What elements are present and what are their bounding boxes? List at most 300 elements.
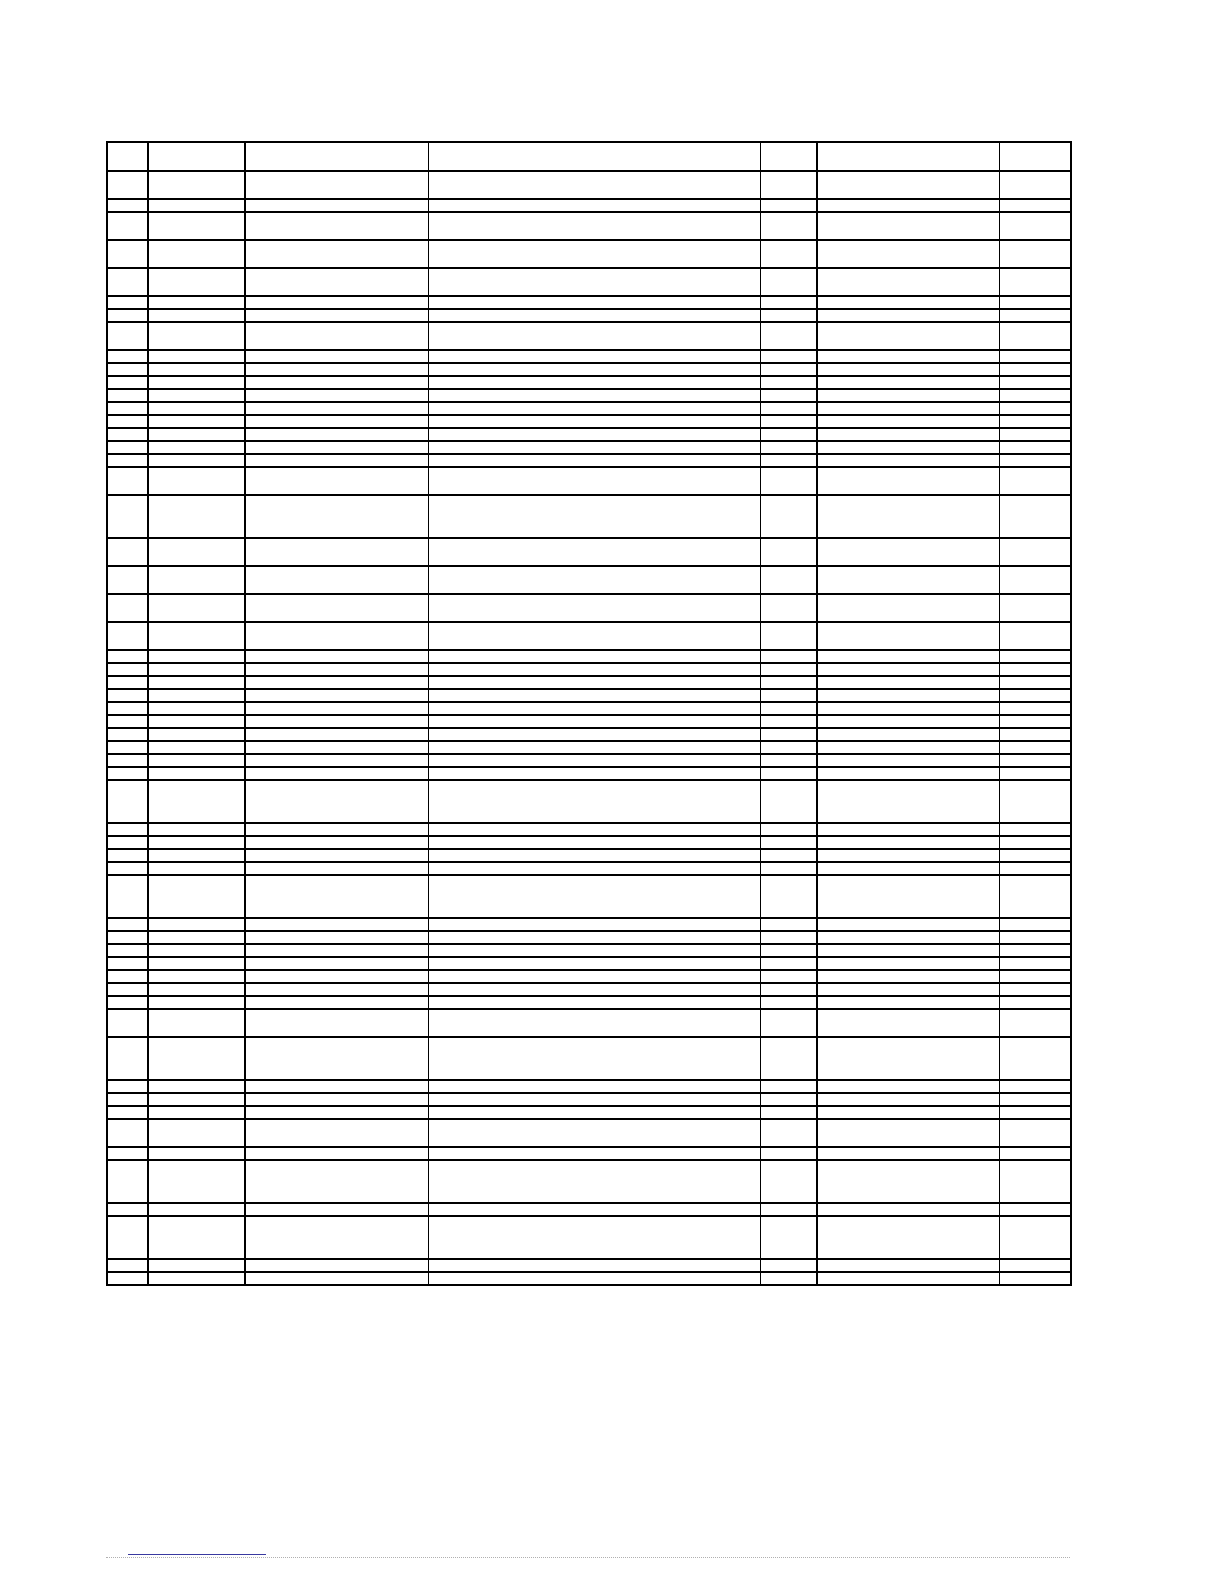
table-cell (817, 1259, 999, 1272)
table-cell (148, 441, 245, 454)
table-cell (148, 199, 245, 212)
table-cell (760, 741, 817, 754)
table-cell (817, 268, 999, 296)
table-cell (999, 538, 1071, 566)
table-cell (107, 350, 148, 363)
table-cell (148, 1160, 245, 1203)
table-cell (817, 566, 999, 594)
table-cell (428, 1106, 760, 1119)
table-cell (817, 594, 999, 622)
table-cell (107, 441, 148, 454)
table-cell (760, 322, 817, 350)
table-cell (148, 594, 245, 622)
table-cell (817, 650, 999, 663)
table-cell (245, 495, 428, 538)
table-cell (760, 676, 817, 689)
table-row (107, 849, 1071, 862)
table-cell (245, 212, 428, 240)
table-cell (245, 268, 428, 296)
table-cell (107, 212, 148, 240)
table-cell (817, 309, 999, 322)
table-cell (107, 663, 148, 676)
table-row (107, 441, 1071, 454)
table-cell (817, 296, 999, 309)
table-cell (999, 754, 1071, 767)
table-cell (428, 970, 760, 983)
table-cell (999, 1259, 1071, 1272)
table-cell (148, 467, 245, 495)
table-cell (245, 754, 428, 767)
table-cell (245, 467, 428, 495)
table-cell (999, 862, 1071, 875)
table-cell (760, 931, 817, 944)
table-cell (999, 415, 1071, 428)
table-cell (107, 467, 148, 495)
table-cell (760, 296, 817, 309)
table-cell (817, 676, 999, 689)
table-cell (817, 1093, 999, 1106)
table-cell (107, 1272, 148, 1285)
table-cell (428, 467, 760, 495)
table-cell (999, 142, 1071, 171)
table-row (107, 240, 1071, 268)
table-cell (245, 996, 428, 1009)
table-cell (148, 836, 245, 849)
table-cell (760, 268, 817, 296)
table-cell (999, 212, 1071, 240)
table-cell (999, 983, 1071, 996)
table-cell (148, 566, 245, 594)
table-row (107, 1216, 1071, 1259)
table-cell (817, 728, 999, 741)
table-cell (817, 741, 999, 754)
table-row (107, 663, 1071, 676)
table-cell (245, 676, 428, 689)
table-cell (245, 566, 428, 594)
table-cell (999, 309, 1071, 322)
table-cell (999, 996, 1071, 1009)
table-cell (245, 1119, 428, 1147)
table-cell (245, 199, 428, 212)
table-cell (999, 663, 1071, 676)
table-row (107, 199, 1071, 212)
table-cell (999, 1272, 1071, 1285)
table-cell (999, 741, 1071, 754)
table-row (107, 428, 1071, 441)
table-cell (245, 702, 428, 715)
table-row (107, 918, 1071, 931)
table-row (107, 376, 1071, 389)
table-cell (999, 1080, 1071, 1093)
table-cell (760, 1216, 817, 1259)
table-row (107, 1093, 1071, 1106)
table-cell (107, 402, 148, 415)
table-cell (428, 566, 760, 594)
footer-link[interactable] (128, 1554, 266, 1555)
table-cell (107, 322, 148, 350)
table-cell (817, 171, 999, 199)
table-cell (760, 836, 817, 849)
table-row (107, 957, 1071, 970)
table-cell (148, 996, 245, 1009)
table-cell (817, 996, 999, 1009)
table-cell (428, 780, 760, 823)
table-cell (817, 322, 999, 350)
table-cell (760, 171, 817, 199)
table-cell (107, 1216, 148, 1259)
table-cell (245, 663, 428, 676)
table-cell (107, 594, 148, 622)
table-cell (817, 389, 999, 402)
table-cell (245, 428, 428, 441)
table-row (107, 389, 1071, 402)
table-cell (428, 957, 760, 970)
table-cell (148, 741, 245, 754)
table-cell (245, 1272, 428, 1285)
table-cell (245, 780, 428, 823)
table-cell (107, 689, 148, 702)
table-cell (107, 363, 148, 376)
table-cell (760, 849, 817, 862)
table-row (107, 566, 1071, 594)
table-cell (107, 268, 148, 296)
table-cell (107, 875, 148, 918)
table-cell (817, 622, 999, 650)
table-row (107, 728, 1071, 741)
table-cell (148, 780, 245, 823)
table-cell (760, 1147, 817, 1160)
table-cell (428, 1160, 760, 1203)
table-cell (428, 594, 760, 622)
table-cell (148, 957, 245, 970)
table-cell (817, 931, 999, 944)
table-cell (817, 836, 999, 849)
table-cell (107, 171, 148, 199)
table-cell (107, 1160, 148, 1203)
table-row (107, 676, 1071, 689)
table-cell (999, 454, 1071, 467)
table-cell (428, 836, 760, 849)
table-cell (760, 780, 817, 823)
table-cell (107, 415, 148, 428)
table-cell (428, 415, 760, 428)
table-cell (428, 1147, 760, 1160)
table-cell (999, 767, 1071, 780)
table-cell (245, 350, 428, 363)
table-cell (817, 689, 999, 702)
table-row (107, 467, 1071, 495)
table-cell (245, 1216, 428, 1259)
table-cell (148, 849, 245, 862)
table-cell (107, 454, 148, 467)
table-cell (245, 689, 428, 702)
table-cell (999, 650, 1071, 663)
table-cell (999, 1216, 1071, 1259)
table-cell (428, 402, 760, 415)
table-cell (999, 171, 1071, 199)
table-cell (148, 389, 245, 402)
footer-divider (106, 1557, 1070, 1558)
table-cell (817, 350, 999, 363)
table-cell (148, 1093, 245, 1106)
table-cell (245, 415, 428, 428)
table-cell (428, 663, 760, 676)
table-cell (245, 441, 428, 454)
table-cell (428, 296, 760, 309)
table-cell (999, 594, 1071, 622)
table-cell (148, 454, 245, 467)
table-cell (148, 538, 245, 566)
table-cell (107, 142, 148, 171)
table-cell (760, 594, 817, 622)
table-cell (107, 1147, 148, 1160)
table-cell (428, 441, 760, 454)
table-cell (760, 1259, 817, 1272)
table-cell (107, 767, 148, 780)
table-cell (107, 1037, 148, 1080)
table-cell (148, 1037, 245, 1080)
table-cell (148, 702, 245, 715)
table-body (107, 142, 1071, 1285)
table-row (107, 1160, 1071, 1203)
table-cell (817, 875, 999, 918)
table-cell (760, 142, 817, 171)
table-cell (760, 212, 817, 240)
table-cell (428, 350, 760, 363)
table-cell (107, 702, 148, 715)
table-cell (817, 1272, 999, 1285)
table-cell (148, 1119, 245, 1147)
table-cell (245, 650, 428, 663)
table-row (107, 875, 1071, 918)
table-row (107, 1147, 1071, 1160)
table-cell (428, 1216, 760, 1259)
table-cell (428, 212, 760, 240)
table-cell (428, 538, 760, 566)
table-cell (107, 918, 148, 931)
table-cell (245, 376, 428, 389)
table-cell (999, 240, 1071, 268)
table-cell (760, 402, 817, 415)
table-cell (760, 1080, 817, 1093)
table-cell (817, 1160, 999, 1203)
table-cell (760, 1037, 817, 1080)
table-cell (999, 1106, 1071, 1119)
table-cell (817, 1106, 999, 1119)
table-cell (428, 996, 760, 1009)
table-cell (148, 663, 245, 676)
table-row (107, 767, 1071, 780)
table-cell (999, 402, 1071, 415)
table-row (107, 594, 1071, 622)
table-cell (245, 875, 428, 918)
table-cell (428, 428, 760, 441)
table-cell (999, 495, 1071, 538)
table-cell (148, 875, 245, 918)
table-cell (817, 754, 999, 767)
table-cell (107, 1106, 148, 1119)
table-cell (817, 970, 999, 983)
table-row (107, 296, 1071, 309)
table-cell (428, 849, 760, 862)
table-cell (760, 728, 817, 741)
table-cell (148, 268, 245, 296)
table-cell (817, 663, 999, 676)
table-row (107, 702, 1071, 715)
table-cell (760, 996, 817, 1009)
table-cell (148, 296, 245, 309)
table-cell (148, 970, 245, 983)
table-cell (107, 199, 148, 212)
table-cell (760, 1093, 817, 1106)
table-cell (428, 728, 760, 741)
table-row (107, 754, 1071, 767)
table-cell (999, 199, 1071, 212)
table-cell (245, 538, 428, 566)
table-cell (148, 689, 245, 702)
table-cell (245, 594, 428, 622)
table-cell (245, 171, 428, 199)
table-cell (428, 376, 760, 389)
table-cell (245, 957, 428, 970)
table-cell (148, 715, 245, 728)
table-cell (999, 376, 1071, 389)
table-row (107, 363, 1071, 376)
table-cell (245, 322, 428, 350)
table-row (107, 970, 1071, 983)
table-cell (245, 931, 428, 944)
table-row (107, 931, 1071, 944)
table-cell (245, 715, 428, 728)
table-cell (107, 1203, 148, 1216)
table-cell (999, 918, 1071, 931)
table-cell (148, 944, 245, 957)
table-cell (760, 415, 817, 428)
table-cell (428, 171, 760, 199)
table-row (107, 350, 1071, 363)
table-row (107, 1037, 1071, 1080)
table-cell (817, 212, 999, 240)
table-cell (760, 622, 817, 650)
table-cell (760, 767, 817, 780)
table-cell (148, 622, 245, 650)
table-row (107, 689, 1071, 702)
table-row (107, 650, 1071, 663)
table-row (107, 996, 1071, 1009)
table-header-row (107, 142, 1071, 171)
table-cell (148, 376, 245, 389)
table-row (107, 862, 1071, 875)
table-cell (107, 957, 148, 970)
table-cell (817, 862, 999, 875)
table-cell (245, 767, 428, 780)
table-cell (817, 983, 999, 996)
table-cell (428, 944, 760, 957)
table-cell (760, 428, 817, 441)
table-cell (817, 918, 999, 931)
table-cell (999, 1119, 1071, 1147)
table-cell (760, 1160, 817, 1203)
table-cell (760, 389, 817, 402)
table-cell (817, 454, 999, 467)
table-cell (107, 296, 148, 309)
table-cell (107, 428, 148, 441)
table-cell (148, 309, 245, 322)
table-cell (245, 728, 428, 741)
table-cell (817, 702, 999, 715)
table-cell (245, 1009, 428, 1037)
table-cell (999, 1160, 1071, 1203)
table-cell (245, 741, 428, 754)
table-cell (245, 1106, 428, 1119)
table-cell (817, 823, 999, 836)
table-cell (999, 702, 1071, 715)
table-cell (999, 1203, 1071, 1216)
table-row (107, 1119, 1071, 1147)
table-cell (999, 1093, 1071, 1106)
table-cell (817, 1080, 999, 1093)
table-cell (428, 309, 760, 322)
table-cell (245, 142, 428, 171)
table-cell (817, 415, 999, 428)
table-cell (148, 823, 245, 836)
table-cell (148, 1259, 245, 1272)
table-cell (148, 212, 245, 240)
table-cell (245, 389, 428, 402)
table-cell (999, 836, 1071, 849)
table-cell (760, 1119, 817, 1147)
table-cell (817, 1147, 999, 1160)
table-cell (999, 1037, 1071, 1080)
table-cell (148, 931, 245, 944)
table-row (107, 454, 1071, 467)
table-cell (999, 676, 1071, 689)
table-cell (817, 467, 999, 495)
table-cell (760, 689, 817, 702)
table-cell (428, 931, 760, 944)
table-cell (817, 957, 999, 970)
table-cell (760, 702, 817, 715)
table-cell (760, 918, 817, 931)
table-cell (107, 1119, 148, 1147)
table-cell (245, 862, 428, 875)
table-cell (999, 622, 1071, 650)
table-cell (760, 823, 817, 836)
table-cell (817, 363, 999, 376)
table-cell (428, 363, 760, 376)
table-cell (760, 441, 817, 454)
table-cell (817, 780, 999, 823)
table-cell (760, 1106, 817, 1119)
table-cell (107, 1093, 148, 1106)
table-cell (107, 983, 148, 996)
table-cell (999, 1147, 1071, 1160)
table-cell (428, 918, 760, 931)
table-row (107, 622, 1071, 650)
table-cell (999, 780, 1071, 823)
table-cell (428, 754, 760, 767)
table-cell (148, 1216, 245, 1259)
table-cell (817, 715, 999, 728)
table-cell (245, 1259, 428, 1272)
table-cell (428, 199, 760, 212)
table-cell (428, 1259, 760, 1272)
table-cell (999, 350, 1071, 363)
table-cell (107, 823, 148, 836)
table-cell (148, 495, 245, 538)
table-cell (428, 862, 760, 875)
table-cell (760, 363, 817, 376)
